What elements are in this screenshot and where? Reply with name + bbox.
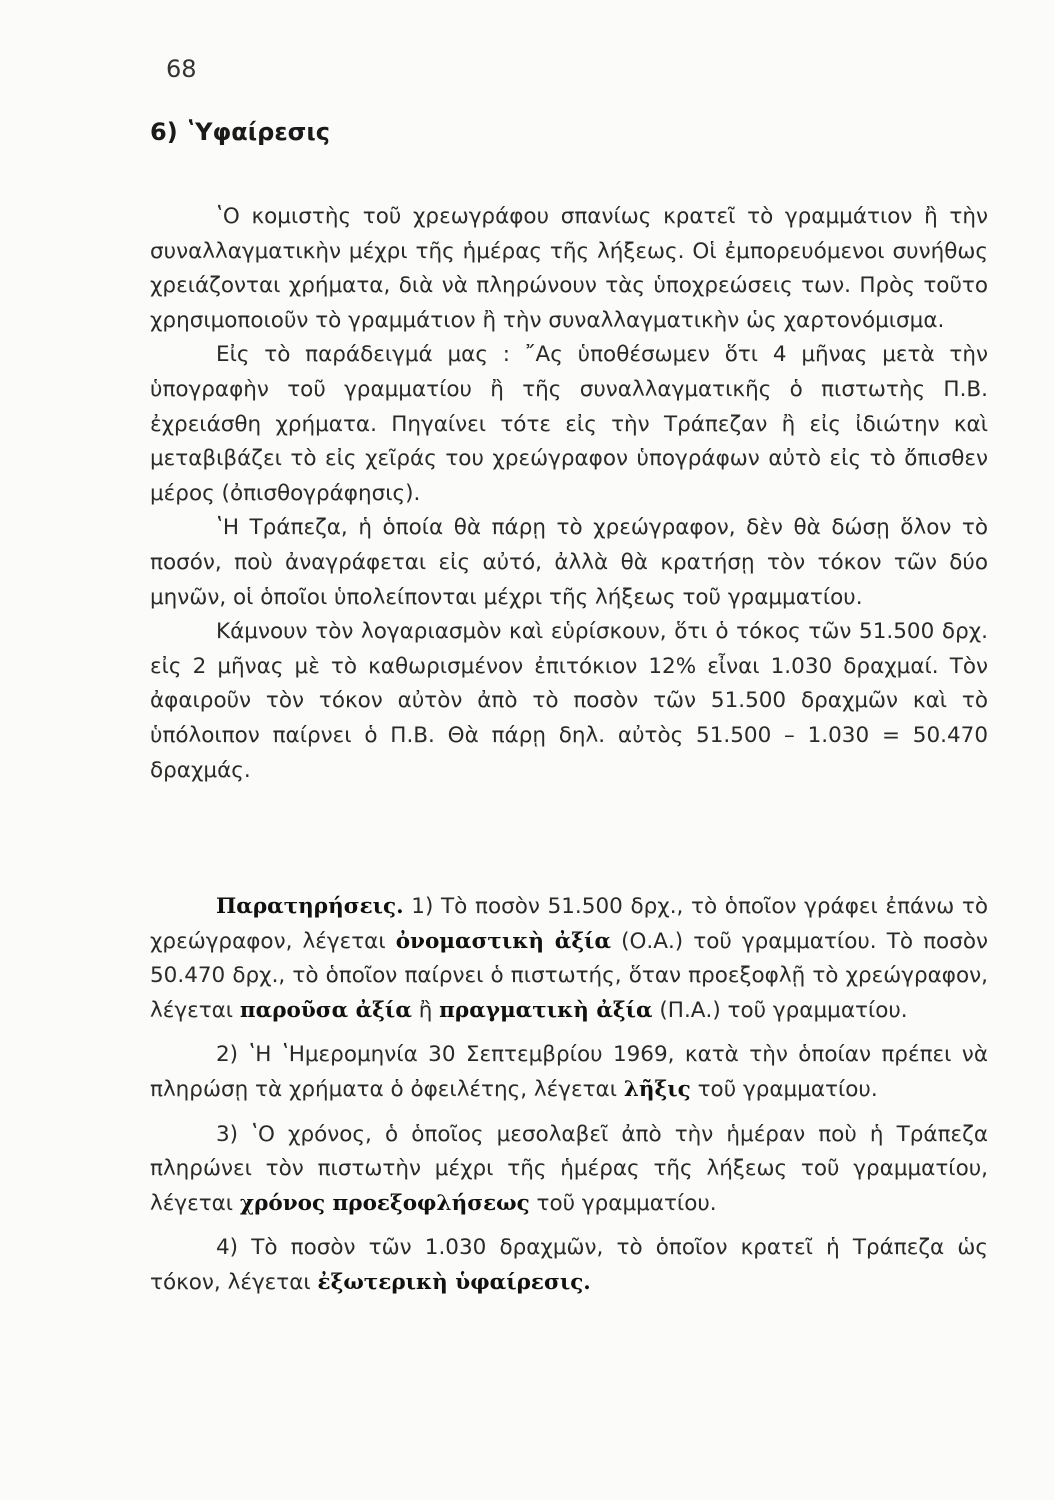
term-external-discount: ἐξωτερικὴ ὑφαίρεσις.: [317, 1269, 591, 1295]
term-nominal-value: ὀνομαστικὴ ἀξία: [395, 928, 612, 954]
observation-3: 3) ʽΟ χρόνος, ὁ ὁποῖος μεσολαβεῖ ἀπὸ τὴν ἡμέραν ποὺ ἡ Τράπεζα πληρώνει τὸν πιστωτὴν μέχρι τῆς ἡμέρας τῆς λήξεως τοῦ γραμματίου, λέγεται χρόνος προεξοφλήσεως τοῦ γραμματίου.: [150, 1121, 988, 1216]
observation-4: 4) Τὸ ποσὸν τῶν 1.030 δραχμῶν, τὸ ὁποῖον κρατεῖ ἡ Τράπεζα ὡς τόκον, λέγεται ἐξωτερικὴ ὑφαίρεσις.: [150, 1235, 988, 1295]
body-text: [150, 200, 988, 788]
page-number: 68: [166, 55, 197, 83]
paragraph: Εἰς τὸ παράδειγμά μας : ῎Ας ὑποθέσωμεν ὅτι 4 μῆνας μετὰ τὴν ὑπογραφὴν τοῦ γραμματίου ἢ τῆς συναλλαγματικῆς ὁ πιστωτὴς Π.Β. ἐχρειάσθη χρήματα. Πηγαίνει τότε εἰς τὴν Τράπεζαν ἢ εἰς ἰδιώτην καὶ μεταβιβάζει τὸ εἰς χεῖράς του χρεώγραφον ὑπογράφων αὐτὸ εἰς τὸ ὄπισθεν μέρος (ὀπισθογράφησις).: [150, 342, 988, 506]
paragraph: Κάμνουν τὸν λογαριασμὸν καὶ εὑρίσκουν, ὅτι ὁ τόκος τῶν 51.500 δρχ. εἰς 2 μῆνας μὲ τὸ καθωρισμένον ἐπιτόκιον 12% εἶναι 1.030 δραχμαί. Τὸν ἀφαιροῦν τὸν τόκον αὐτὸν ἀπὸ τὸ ποσὸν τῶν 51.500 δραχμῶν καὶ τὸ ὑπόλοιπον παίρνει ὁ Π.Β. Θὰ πάρῃ δηλ. αὐτὸς 51.500 – 1.030 = 50.470 δραχμάς.: [150, 619, 988, 783]
paragraph: ʽΗ Τράπεζα, ἡ ὁποία θὰ πάρῃ τὸ χρεώγραφον, δὲν θὰ δώσῃ ὅλον τὸ ποσόν, ποὺ ἀναγράφεται εἰς αὐτό, ἀλλὰ θὰ κρατήσῃ τὸν τόκον τῶν δύο μηνῶν, οἱ ὁποῖοι ὑπολείπονται μέχρι τῆς λήξεως τοῦ γραμματίου.: [150, 515, 988, 610]
term-real-value: πραγματικὴ ἀξία: [439, 997, 653, 1023]
term-present-value: παροῦσα ἀξία: [239, 997, 412, 1023]
observation-2: 2) ʽΗ ʽΗμερομηνία 30 Σεπτεμβρίου 1969, κατὰ τὴν ὁποίαν πρέπει νὰ πληρώσῃ τὰ χρήματα ὁ ὀφειλέτης, λέγεται λῆξις τοῦ γραμματίου.: [150, 1042, 988, 1102]
observations-label: Παρατηρήσεις.: [216, 894, 404, 919]
paragraph: ʽΟ κομιστὴς τοῦ χρεωγράφου σπανίως κρατεῖ τὸ γραμμάτιον ἢ τὴν συναλλαγματικὴν μέχρι τῆς ἡμέρας τῆς λήξεως. Οἱ ἐμπορευόμενοι συνήθως χρειάζονται χρήματα, διὰ νὰ πληρώνουν τὰς ὑποχρεώσεις των. Πρὸς τοῦτο χρησιμοποιοῦν τὸ γραμμάτιον ἢ τὴν συναλλαγματικὴν ὡς χαρτονόμισμα.: [150, 204, 988, 333]
observation-1: Παρατηρήσεις. 1) Τὸ ποσὸν 51.500 δρχ., τὸ ὁποῖον γράφει ἐπάνω τὸ χρεώγραφον, λέγεται ὀνομαστικὴ ἀξία (Ο.Α.) τοῦ γραμματίου. Τὸ ποσὸν 50.470 δρχ., τὸ ὁποῖον παίρνει ὁ πιστωτής, ὅταν προεξοφλῇ τὸ χρεώγραφον, λέγεται παροῦσα ἀξία ἢ πραγματικὴ ἀξία (Π.Α.) τοῦ γραμματίου.: [150, 894, 988, 1023]
section-heading: 6) ʽΥφαίρεσις: [150, 118, 330, 146]
term-maturity: λῆξις: [623, 1076, 691, 1102]
term-discount-time: χρόνος προεξοφλήσεως: [239, 1190, 530, 1216]
observations: [150, 890, 988, 1301]
